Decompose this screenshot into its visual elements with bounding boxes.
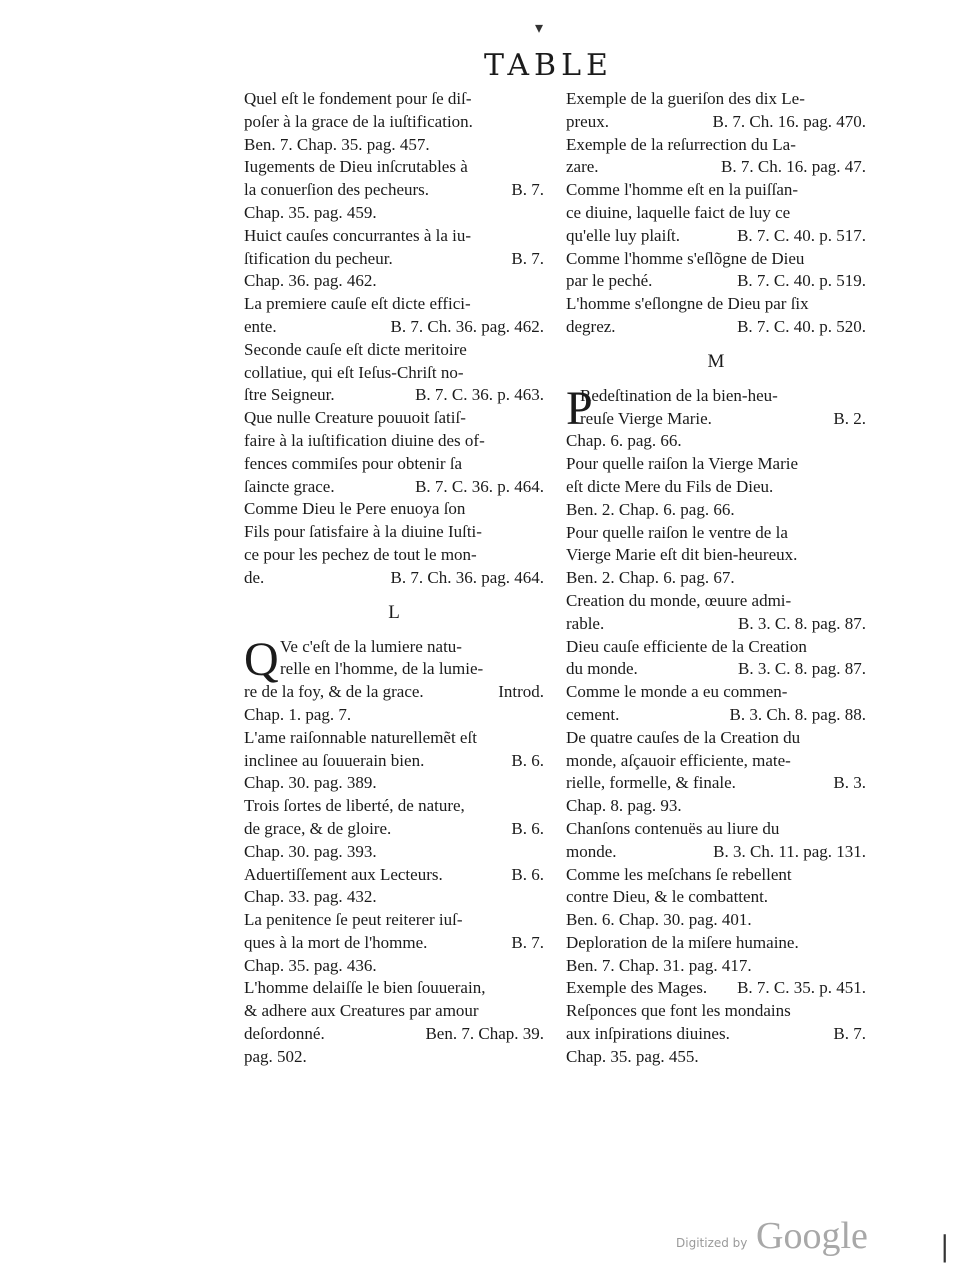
index-line [244, 750, 544, 773]
index-line [244, 134, 544, 157]
index-entry-text: Chanſons contenuës au liure du [566, 818, 780, 838]
index-line [244, 270, 544, 293]
index-line [566, 248, 866, 271]
page-title: TABLE [484, 48, 613, 83]
index-entry-reference: B. 7. C. 40. p. 519. [737, 271, 866, 291]
index-line [566, 681, 866, 704]
index-entry-text: Pour quelle raiſon la Vierge Marie [566, 454, 799, 474]
index-line [566, 567, 866, 590]
index-entry-text: reuſe Vierge Marie. [580, 408, 712, 428]
index-entry-text: monde. [566, 841, 617, 861]
index-line [244, 681, 544, 704]
index-line [566, 955, 866, 978]
index-line [566, 88, 866, 111]
index-line [580, 385, 866, 408]
index-entry-text: Reſponces que font les mondains [566, 1001, 791, 1021]
index-line [566, 430, 866, 453]
index-line [566, 202, 866, 225]
index-line [244, 476, 544, 499]
index-line [244, 111, 544, 134]
index-entry-text: Ben. 7. Chap. 31. pag. 417. [566, 955, 752, 975]
section-letter-m: M [707, 350, 725, 372]
index-line [566, 636, 866, 659]
index-line [566, 772, 866, 795]
index-entry-text: pag. 502. [244, 1046, 307, 1066]
index-line [244, 202, 544, 225]
index-entry-text: Comme l'homme s'eſlõgne de Dieu [566, 248, 805, 268]
index-line [244, 225, 544, 248]
index-line [566, 544, 866, 567]
index-entry-text: L'ame raiſonnable naturellemẽt eſt [244, 727, 477, 747]
index-line [244, 407, 544, 430]
index-entry-reference: B. 3. [833, 773, 866, 793]
index-line [244, 1000, 544, 1023]
index-entry-text: Chap. 35. pag. 436. [244, 955, 377, 975]
index-line [566, 111, 866, 134]
index-line [566, 1023, 866, 1046]
index-line [244, 498, 544, 521]
index-line [244, 521, 544, 544]
index-line [244, 977, 544, 1000]
index-line [244, 932, 544, 955]
index-line [566, 1000, 866, 1023]
index-line [280, 636, 544, 659]
index-entry-text: eſt dicte Mere du Fils de Dieu. [566, 476, 774, 496]
index-line [244, 955, 544, 978]
index-line [566, 156, 866, 179]
index-entry-text: Dieu cauſe efficiente de la Creation [566, 636, 807, 656]
index-entry-text: cement. [566, 704, 620, 724]
index-line [566, 704, 866, 727]
index-entry-reference: Introd. [498, 682, 544, 702]
index-entry-reference: B. 3. Ch. 11. pag. 131. [713, 841, 866, 861]
index-line [566, 841, 866, 864]
index-line [244, 818, 544, 841]
index-line [244, 864, 544, 887]
index-entry-text: Fils pour ſatisfaire à la diuine Iuſti- [244, 522, 482, 542]
index-entry-text: contre Dieu, & le combattent. [566, 887, 769, 907]
index-line [566, 225, 866, 248]
margin-mark: | [940, 1230, 950, 1263]
index-entry-reference: B. 7. [511, 248, 544, 268]
index-entry-text: de. [244, 567, 265, 587]
index-line [244, 727, 544, 750]
index-line [244, 362, 544, 385]
index-entry-text: ſaincte grace. [244, 476, 335, 496]
index-entry-text: Chap. 35. pag. 459. [244, 202, 377, 222]
index-line [566, 977, 866, 1000]
index-entry-text: poſer à la grace de la iuſtification. [244, 111, 473, 131]
index-entry-text: preux. [566, 111, 609, 131]
index-entry-text: Comme les meſchans ſe rebellent [566, 864, 792, 884]
digitized-by-label: Digitized by [676, 1236, 748, 1250]
index-entry-text: Chap. 30. pag. 389. [244, 773, 377, 793]
index-entry-reference: B. 7. C. 40. p. 517. [737, 225, 866, 245]
index-line [566, 864, 866, 887]
index-entry-text: deſordonné. [244, 1024, 325, 1044]
index-line [566, 453, 866, 476]
index-entry-text: la conuerſion des pecheurs. [244, 180, 430, 200]
index-line [566, 613, 866, 636]
index-line [566, 727, 866, 750]
index-line [566, 270, 866, 293]
index-entry-reference: B. 7. [511, 932, 544, 952]
dropcap-entry [566, 381, 866, 435]
index-entry-text: La premiere cauſe eſt dicte effici- [244, 294, 471, 314]
index-line [566, 750, 866, 773]
index-entry-text: Ben. 2. Chap. 6. pag. 66. [566, 499, 735, 519]
dropcap-entry [244, 632, 544, 686]
index-entry-reference: B. 7. C. 40. p. 520. [737, 316, 866, 336]
index-line [244, 179, 544, 202]
index-line [566, 499, 866, 522]
index-entry-text: Creation du monde, œuure admi- [566, 590, 792, 610]
index-entry-text: fences commiſes pour obtenir ſa [244, 453, 463, 473]
index-entry-text: re de la foy, & de la grace. [244, 682, 424, 702]
index-entry-text: ſtification du pecheur. [244, 248, 393, 268]
index-line [280, 658, 544, 681]
index-entry-reference: B. 7. C. 36. p. 464. [415, 476, 544, 496]
index-entry-text: faire à la iuſtification diuine des of- [244, 430, 485, 450]
index-entry-text: Ben. 6. Chap. 30. pag. 401. [566, 910, 752, 930]
index-line [244, 886, 544, 909]
index-entry-text: degrez. [566, 316, 616, 336]
index-line [566, 932, 866, 955]
index-block [244, 681, 544, 1069]
index-entry-reference: B. 3. C. 8. pag. 87. [738, 613, 866, 633]
index-entry-text: relle en l'homme, de la lumie- [280, 659, 484, 679]
index-entry-text: Huict cauſes concurrantes à la iu- [244, 225, 472, 245]
index-line [566, 795, 866, 818]
index-block [244, 88, 544, 590]
index-line [244, 909, 544, 932]
index-line [566, 316, 866, 339]
index-entry-text: Ve c'eſt de la lumiere natu- [280, 636, 462, 656]
index-line [566, 886, 866, 909]
index-block [566, 88, 866, 339]
index-line [566, 522, 866, 545]
index-entry-text: aux inſpirations diuines. [566, 1024, 730, 1044]
index-line [566, 134, 866, 157]
index-line [580, 408, 866, 431]
index-entry-reference: B. 7. C. 36. p. 463. [415, 385, 544, 405]
index-entry-text: ſtre Seigneur. [244, 385, 335, 405]
index-entry-reference: B. 2. [833, 408, 866, 428]
index-line [244, 704, 544, 727]
index-line [244, 772, 544, 795]
index-line [244, 88, 544, 111]
index-entry-reference: B. 7. Ch. 16. pag. 470. [712, 111, 866, 131]
index-line [244, 1023, 544, 1046]
index-entry-reference: Ben. 7. Chap. 39. [425, 1024, 544, 1044]
index-entry-text: qu'elle luy plaiſt. [566, 225, 681, 245]
index-entry-text: Quel eſt le fondement pour ſe diſ- [244, 89, 472, 108]
index-entry-text: zare. [566, 157, 599, 177]
index-line [566, 1046, 866, 1069]
index-line [244, 795, 544, 818]
index-entry-text: par le peché. [566, 271, 653, 291]
index-entry-reference: B. 7. [511, 180, 544, 200]
index-line [566, 476, 866, 499]
index-entry-text: De quatre cauſes de la Creation du [566, 727, 801, 747]
index-entry-text: inclinee au ſouuerain bien. [244, 750, 425, 770]
index-entry-text: Exemple de la gueriſon des dix Le- [566, 89, 805, 108]
index-block [566, 430, 866, 1068]
index-entry-text: collatiue, qui eſt Ieſus-Chriſt no- [244, 362, 464, 382]
index-line [566, 179, 866, 202]
index-line [244, 339, 544, 362]
dropcap-letter: P [566, 381, 593, 435]
index-entry-text: Exemple de la reſurrection du La- [566, 134, 796, 154]
section-letter-l: L [388, 601, 400, 623]
index-entry-text: ques à la mort de l'homme. [244, 932, 428, 952]
index-column-right [566, 88, 866, 1069]
dropcap-letter: Q [244, 632, 279, 686]
index-entry-text: Que nulle Creature pouuoit ſatiſ- [244, 408, 466, 428]
index-entry-text: ce pour les pechez de tout le mon- [244, 544, 477, 564]
google-logo: Google [756, 1215, 868, 1257]
index-entry-text: du monde. [566, 659, 638, 679]
index-entry-reference: B. 7. Ch. 36. pag. 464. [390, 567, 544, 587]
index-line [244, 316, 544, 339]
index-line [244, 841, 544, 864]
dropcap-lines [566, 381, 866, 435]
index-entry-reference: B. 3. Ch. 8. pag. 88. [729, 704, 866, 724]
index-entry-text: ente. [244, 316, 277, 336]
index-line [566, 293, 866, 316]
ink-mark: ▾ [535, 18, 544, 37]
index-entry-text: & adhere aux Creatures par amour [244, 1001, 479, 1021]
index-line [244, 248, 544, 271]
index-entry-text: Iugements de Dieu inſcrutables à [244, 157, 468, 177]
index-entry-text: rable. [566, 613, 605, 633]
dropcap-lines [244, 632, 544, 686]
index-entry-text: L'homme s'eſlongne de Dieu par ſix [566, 294, 809, 314]
index-entry-reference: B. 7. C. 35. p. 451. [737, 978, 866, 998]
index-entry-reference: B. 7. [833, 1024, 866, 1044]
index-entry-text: Chap. 33. pag. 432. [244, 887, 377, 907]
index-entry-text: Chap. 8. pag. 93. [566, 796, 682, 816]
index-entry-text: de grace, & de gloire. [244, 818, 392, 838]
index-entry-text: Redeſtination de la bien-heu- [580, 385, 778, 405]
index-entry-text: Seconde cauſe eſt dicte meritoire [244, 339, 467, 359]
index-entry-text: Chap. 35. pag. 455. [566, 1046, 699, 1066]
index-entry-reference: B. 6. [511, 864, 544, 884]
index-entry-text: Vierge Marie eſt dit bien-heureux. [566, 545, 798, 565]
index-entry-text: Trois ſortes de liberté, de nature, [244, 796, 465, 816]
index-entry-text: rielle, formelle, & finale. [566, 773, 736, 793]
index-entry-text: Pour quelle raiſon le ventre de la [566, 522, 788, 542]
index-line [244, 430, 544, 453]
index-entry-text: Comme Dieu le Pere enuoya ſon [244, 499, 466, 519]
index-entry-reference: B. 3. C. 8. pag. 87. [738, 659, 866, 679]
index-line [244, 156, 544, 179]
index-entry-reference: B. 6. [511, 818, 544, 838]
index-line [566, 590, 866, 613]
index-line [244, 453, 544, 476]
index-line [566, 658, 866, 681]
index-column-left [244, 88, 544, 1069]
index-entry-text: Ben. 7. Chap. 35. pag. 457. [244, 134, 430, 154]
index-entry-text: Chap. 1. pag. 7. [244, 704, 352, 724]
index-entry-text: Aduertiſſement aux Lecteurs. [244, 864, 443, 884]
index-entry-reference: B. 7. Ch. 16. pag. 47. [721, 157, 866, 177]
index-entry-text: Comme l'homme eſt en la puiſſan- [566, 180, 799, 200]
index-line [566, 818, 866, 841]
index-line [244, 567, 544, 590]
index-line [566, 909, 866, 932]
index-line [244, 1046, 544, 1069]
index-entry-text: Chap. 6. pag. 66. [566, 431, 682, 451]
index-entry-text: Exemple des Mages. [566, 978, 708, 998]
index-line [244, 384, 544, 407]
index-entry-text: La penitence ſe peut reiterer iuſ- [244, 910, 463, 930]
index-entry-text: Ben. 2. Chap. 6. pag. 67. [566, 568, 735, 588]
index-entry-text: L'homme delaiſſe le bien ſouuerain, [244, 978, 486, 998]
index-entry-text: Comme le monde a eu commen- [566, 682, 788, 702]
index-entry-text: monde, aſçauoir efficiente, mate- [566, 750, 791, 770]
index-entry-text: Chap. 30. pag. 393. [244, 841, 377, 861]
index-line [244, 293, 544, 316]
index-entry-text: ce diuine, laquelle faict de luy ce [566, 202, 791, 222]
index-entry-reference: B. 7. Ch. 36. pag. 462. [390, 316, 544, 336]
index-entry-text: Chap. 36. pag. 462. [244, 271, 377, 291]
index-entry-reference: B. 6. [511, 750, 544, 770]
index-entry-text: Deploration de la miſere humaine. [566, 932, 799, 952]
index-line [244, 544, 544, 567]
